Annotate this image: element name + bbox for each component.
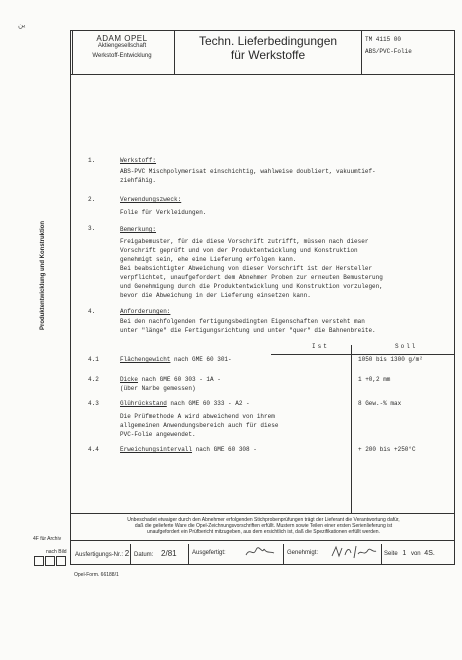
datum-value: 2/81	[161, 549, 177, 558]
section-4-text: unter "länge" die Fertigungsrichtung und unter "quer" die Bahnenbreite.	[120, 327, 376, 334]
signature-2	[330, 544, 378, 560]
req-method: nach GME 60 303 - 1A -	[138, 376, 221, 383]
page-title: Techn. Lieferbedingungen	[198, 34, 338, 48]
table-col-divider	[351, 345, 352, 513]
req-soll-value: 1 +0,2 mm	[358, 376, 391, 383]
corner-mark: ين	[18, 22, 26, 29]
notice-line: daß die gelieferte Ware die Opel-Zeichnungsvorschriften erfüllt. Mustern sowie Teilen einer ersten Serienlieferung ist	[134, 523, 393, 529]
req-name	[120, 356, 232, 363]
req-soll-value: 1050 bis 1300 g/m²	[358, 356, 423, 363]
req-title: Dicke	[120, 376, 139, 383]
req-note: allgemeinen Anwendungsbereich auch für diese	[120, 422, 279, 429]
ausgefertigt-field	[192, 550, 226, 557]
req-note: PVC-Folie angewendet.	[120, 431, 196, 438]
ausgefertigt-label: Ausgefertigt:	[192, 550, 226, 556]
req-name	[120, 376, 221, 383]
ausfertigung-value: 2	[124, 549, 130, 558]
req-number: 4.3	[88, 400, 99, 407]
section-2-number: 2.	[88, 196, 96, 203]
req-note: (über Narbe gemessen)	[120, 385, 196, 392]
von-suffix: S.	[428, 550, 435, 557]
req-number: 4.2	[88, 376, 99, 383]
genehmigt-field	[287, 550, 318, 557]
section-3-number: 3.	[88, 225, 96, 232]
doc-number: TM 4115 00	[365, 36, 402, 43]
datum-label: Datum:	[134, 552, 154, 558]
section-3-text: genehmigt sein, ehe eine Lieferung erfolgen kann.	[120, 256, 297, 263]
section-4-title: Anforderungen:	[120, 308, 171, 315]
section-3-text: Bei beabsichtigter Abweichung von dieser Vorschrift ist der Hersteller	[120, 265, 373, 272]
notice-line: Unbeschadet etwaiger durch den Abnehmer erfolgenden Stichprobenprüfungen trägt der Lieferant die Verantwortung dafür,	[127, 517, 400, 523]
company-block	[72, 34, 172, 60]
genehmigt-label: Genehmigt:	[287, 550, 319, 556]
section-4-number: 4.	[88, 308, 96, 315]
header-col-divider-2	[361, 31, 362, 74]
archive-label: 4F für Archiv	[33, 536, 62, 542]
signature-1	[244, 545, 278, 559]
section-1-title: Werkstoff:	[120, 157, 157, 164]
req-name	[120, 400, 250, 407]
req-soll-value: 8 Gew.-% max	[358, 400, 402, 407]
section-4-text: Bei den nachfolgenden fertigungsbedingten Eigenschaften versteht man	[120, 318, 365, 325]
req-method: nach GME 60 308 -	[192, 446, 257, 453]
section-1-text: ABS-PVC Mischpolymerisat einschichtig, wahlweise doubliert, vakuumtief-	[120, 168, 376, 175]
notice-line: unaufgefordert ein Prüfbericht mitzugeben, aus dem ersichtlich ist, daß die Spezifikationen erfüllt werden.	[147, 529, 380, 535]
table-header-line	[271, 354, 454, 355]
req-title: Glührückstand	[120, 400, 167, 407]
seite-value: 1	[402, 550, 407, 557]
section-1-number: 1.	[88, 157, 96, 164]
form-number: Opel-Form. 66188/1	[74, 572, 119, 578]
checkbox-box	[34, 556, 44, 566]
req-soll-value: + 200 bis +250°C	[358, 446, 416, 453]
section-1-text: ziehfähig.	[120, 177, 157, 184]
req-note: Die Prüfmethode A wird abweichend von ihrem	[120, 413, 275, 420]
von-value: 4	[424, 550, 429, 557]
req-method: nach GME 60 333 - A2 -	[166, 400, 250, 407]
req-title: Flächengewicht	[120, 356, 171, 363]
section-3-text: bevor die Abweichung in der Lieferung einsetzen kann.	[120, 292, 311, 299]
section-2-title: Verwendungszweck:	[120, 196, 182, 203]
section-3-title: Bemerkung:	[120, 226, 157, 233]
seite-field	[384, 550, 435, 558]
page-subtitle: für Werkstoffe	[230, 48, 306, 62]
header-divider	[71, 74, 454, 75]
col-header-soll: Soll	[395, 343, 418, 350]
datum-field	[134, 550, 177, 559]
section-3-text: verpflichtet, unaufgefordert dem Abnehmer Proben zur erneuten Bemusterung	[120, 274, 383, 281]
title-block	[175, 34, 361, 62]
picture-label: nach Bild	[46, 549, 67, 555]
req-number: 4.1	[88, 356, 99, 363]
section-3-text: Freigabemuster, für die diese Vorschrift zutrifft, müssen nach dieser	[120, 238, 369, 245]
department: Werkstoff-Entwicklung	[92, 53, 152, 59]
col-header-ist: Ist	[312, 343, 329, 350]
section-2-text: Folie für Verkleidungen.	[120, 209, 207, 216]
ausfertigung-field	[75, 550, 129, 559]
seite-label: Seite	[384, 551, 398, 557]
von-label: von	[410, 551, 421, 557]
footer-divider	[71, 513, 454, 514]
checkbox-box	[45, 556, 55, 566]
ausfertigung-label: Ausfertigungs-Nr.:	[75, 552, 124, 558]
req-number: 4.4	[88, 446, 99, 453]
company-subtitle: Aktiengesellschaft	[97, 43, 147, 49]
company-name: ADAM OPEL	[96, 34, 148, 43]
req-name	[120, 446, 257, 453]
section-3-text: Vorschrift geprüft und von der Produktentwicklung und Konstruktion	[120, 247, 358, 254]
checkbox-box	[56, 556, 66, 566]
req-title: Erweichungsintervall	[120, 446, 193, 453]
section-3-text: und Genehmigung durch die Produktentwicklung und Konstruktion vorzulegen,	[120, 283, 383, 290]
liability-notice	[76, 517, 451, 535]
side-label: Produktentwicklung und Konstruktion	[40, 221, 46, 330]
req-method: nach GME 60 301-	[170, 356, 232, 363]
doc-subject: ABS/PVC-Folie	[365, 48, 412, 55]
footer-field-divider	[71, 540, 454, 541]
